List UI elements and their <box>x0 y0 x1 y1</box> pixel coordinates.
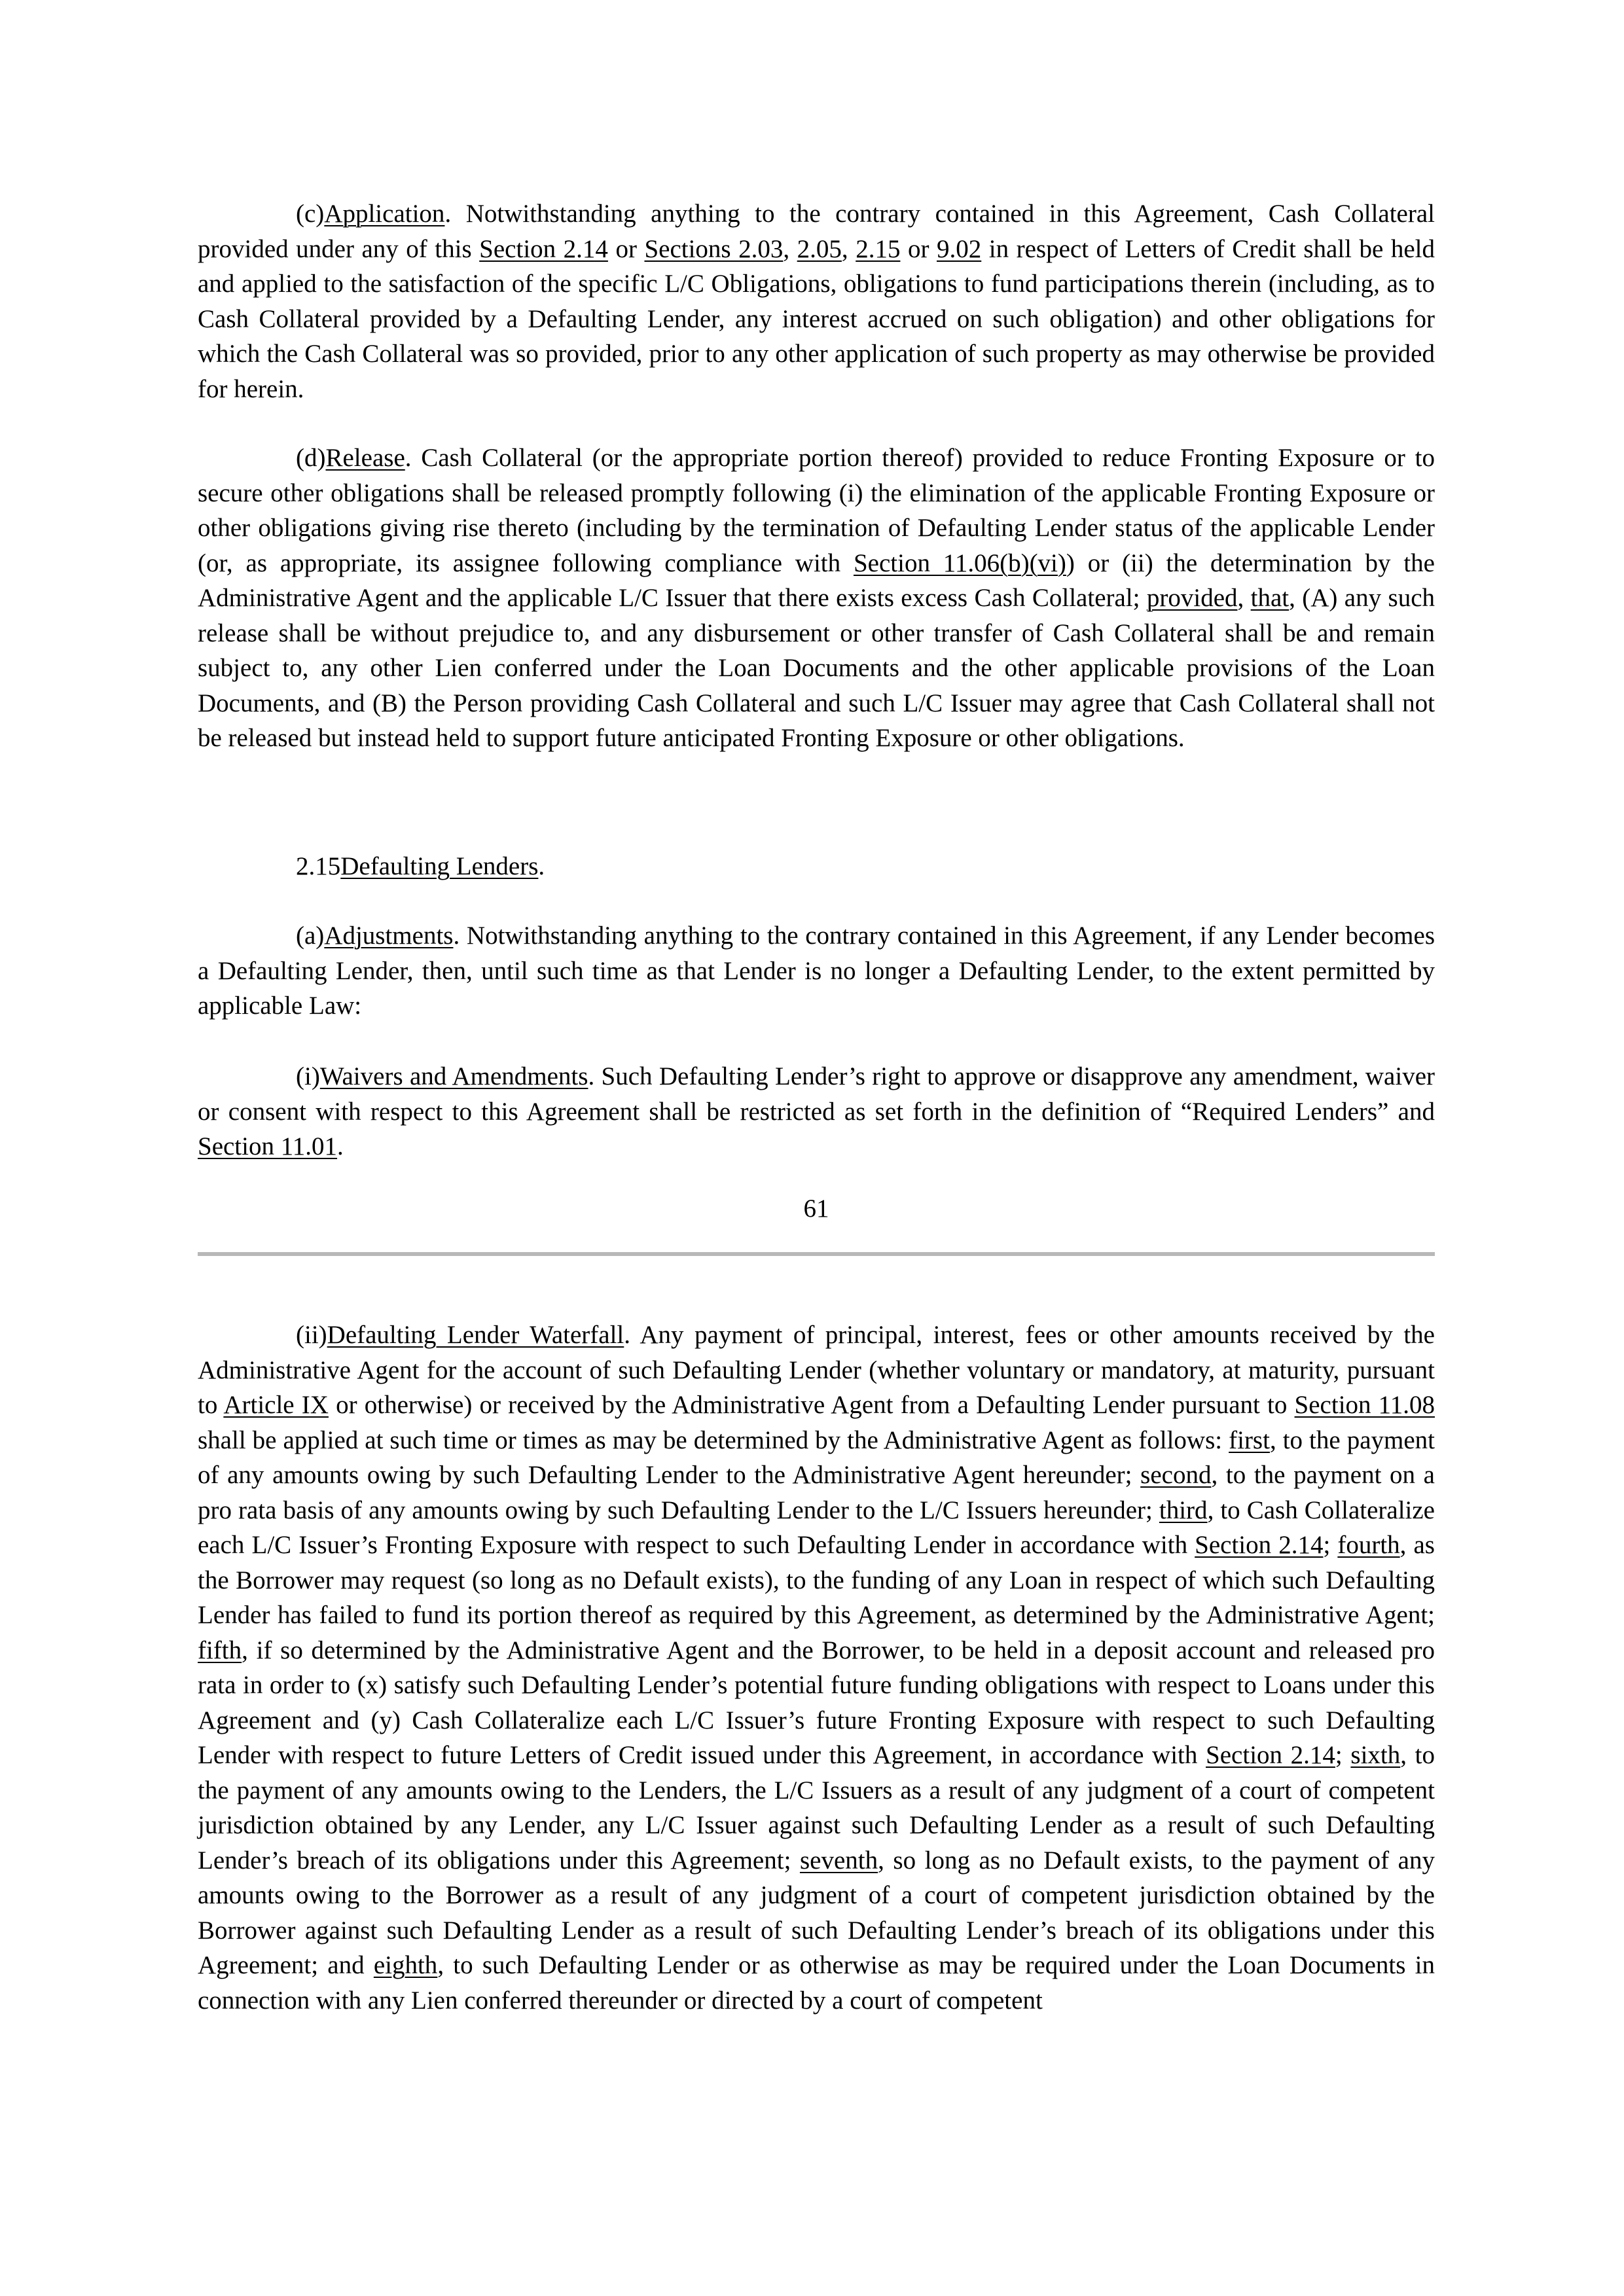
paragraph-text: . Notwithstanding anything to the contrary contained in this Agreement, Cash Collateral provided under any of this <box>198 200 1435 263</box>
clause-heading-adjustments: Adjustments <box>324 922 454 950</box>
paragraph-text: . Cash Collateral (or the appropriate portion thereof) provided to reduce Fronting Exposure or to secure other obligations shall be released promptly following (i) the elimination of the applicable Fronting Exposure or other obligations giving rise thereto (including by the termination of Defaulting Lender status of the applicable Lender (or, as appropriate, its assignee following compliance with <box>198 444 1435 577</box>
paragraph-text: , <box>841 234 856 263</box>
clause-heading-waterfall: Defaulting Lender Waterfall <box>327 1321 624 1349</box>
paragraph-text: ; <box>1335 1741 1351 1769</box>
paragraph-a-adjustments <box>198 918 1435 1024</box>
paragraph-text: . Such Defaulting Lender’s right to approve or disapprove any amendment, waiver or consent with respect to this Agreement shall be restricted as set forth in the definition of “Required Lenders” and <box>198 1062 1435 1126</box>
defined-term: that <box>1250 584 1290 612</box>
ordinal-term: first <box>1229 1426 1270 1454</box>
section-number: 2.15 <box>296 852 341 880</box>
ordinal-term: seventh <box>799 1846 878 1874</box>
cross-reference: Sections 2.03 <box>644 234 784 263</box>
clause-heading-application: Application <box>324 200 445 228</box>
paragraph-text: , if so determined by the Administrative Agent and the Borrower, to be held in a deposit account and released pro rata in order to (x) satisfy such Defaulting Lender’s potential future funding obligations with respect to Loans under this Agreement and (y) Cash Collateralize each L/C Issuer’s future Fronting Exposure with respect to such Defaulting Lender with respect to future Letters of Credit issued under this Agreement, in accordance with <box>198 1636 1435 1769</box>
cross-reference: Section 11.08 <box>1294 1391 1435 1419</box>
paragraph-text: ) or (ii) the determination by the Administrative Agent and the applicable L/C Issuer that there exists excess Cash Collateral; <box>198 548 1435 612</box>
paragraph-text: , to such Defaulting Lender or as otherwise as may be required under the Loan Documents in connection with any Lien conferred thereunder or directed by a court of competent <box>198 1951 1435 2015</box>
cross-reference: 2.15 <box>856 234 901 263</box>
clause-label: (ii) <box>296 1321 327 1349</box>
clause-label: (i) <box>296 1062 320 1090</box>
clause-label: (a) <box>296 922 325 950</box>
page-break-divider <box>198 1252 1435 1256</box>
ordinal-term: third <box>1159 1496 1208 1524</box>
section-2-15-heading <box>198 849 1435 884</box>
ordinal-term: sixth <box>1350 1741 1401 1769</box>
paragraph-text: . <box>337 1132 344 1160</box>
clause-label: (d) <box>296 444 326 472</box>
paragraph-ii-waterfall <box>198 1318 1435 2018</box>
clause-heading-waivers: Waivers and Amendments <box>319 1062 588 1090</box>
paragraph-c-application <box>198 196 1435 406</box>
paragraph-text: , to the payment of any amounts owing by such Defaulting Lender to the Administrative Agent hereunder; <box>198 1426 1435 1489</box>
paragraph-d-release <box>198 440 1435 756</box>
cross-reference: 9.02 <box>936 234 982 263</box>
paragraph-text: ; <box>1323 1531 1338 1559</box>
paragraph-text: , as the Borrower may request (so long as no Default exists), to the funding of any Loan in respect of which such Defaulting Lender has failed to fund its portion thereof as required by this Agreement, as determined by the Administrative Agent; <box>198 1531 1435 1629</box>
cross-reference: Article IX <box>223 1391 329 1419</box>
cross-reference: Section 2.14 <box>1195 1531 1324 1559</box>
ordinal-term: fourth <box>1337 1531 1400 1559</box>
paragraph-text: . Notwithstanding anything to the contrary contained in this Agreement, if any Lender becomes a Defaulting Lender, then, until such time as that Lender is no longer a Defaulting Lender, to the extent permitted by applicable Law: <box>198 922 1435 1020</box>
cross-reference: 2.05 <box>797 234 842 263</box>
clause-heading-release: Release <box>325 444 405 472</box>
ordinal-term: eighth <box>373 1951 438 1979</box>
paragraph-text: . <box>538 852 545 880</box>
paragraph-text: . Any payment of principal, interest, fees or other amounts received by the Administrative Agent for the account of such Defaulting Lender (whether voluntary or mandatory, at maturity, pursuant to <box>198 1321 1435 1419</box>
paragraph-text: or <box>607 234 645 263</box>
cross-reference: Section 11.01 <box>198 1132 338 1160</box>
paragraph-text: shall be applied at such time or times as may be determined by the Administrative Agent as follows: <box>198 1426 1229 1454</box>
paragraph-text: or otherwise) or received by the Administrative Agent from a Defaulting Lender pursuant to <box>328 1391 1295 1419</box>
cross-reference: Section 2.14 <box>479 234 608 263</box>
paragraph-text: , to the payment on a pro rata basis of any amounts owing by such Defaulting Lender to the L/C Issuers hereunder; <box>198 1461 1435 1524</box>
paragraph-text: , to Cash Collateralize each L/C Issuer’s Fronting Exposure with respect to such Defaulting Lender in accordance with <box>198 1496 1435 1559</box>
ordinal-term: fifth <box>198 1636 242 1664</box>
paragraph-text: or <box>900 234 937 263</box>
defined-term: provided <box>1146 584 1238 612</box>
paragraph-i-waivers <box>198 1059 1435 1164</box>
paragraph-text: , <box>1237 584 1251 612</box>
cross-reference: Section 2.14 <box>1206 1741 1335 1769</box>
ordinal-term: second <box>1140 1461 1212 1489</box>
paragraph-text: , to the payment of any amounts owing to the Lenders, the L/C Issuers as a result of any judgment of a court of competent jurisdiction obtained by any Lender, any L/C Issuer against such Defaulting Lender as a result of such Defaulting Lender’s breach of its obligations under this Agreement; <box>198 1741 1435 1874</box>
paragraph-text: in respect of Letters of Credit shall be held and applied to the satisfaction of the specific L/C Obligations, obligations to fund participations therein (including, as to Cash Collateral provided by a Defaulting Lender, any interest accrued on such obligation) and other obligations for which the Cash Collateral was so provided, prior to any other application of such property as may otherwise be provided for herein. <box>198 234 1435 403</box>
clause-label: (c) <box>296 200 325 228</box>
section-title: Defaulting Lenders <box>340 852 539 880</box>
paragraph-text: , <box>783 234 797 263</box>
paragraph-text: , so long as no Default exists, to the payment of any amounts owing to the Borrower as a result of any judgment of a court of competent jurisdiction obtained by the Borrower against such Defaulting Lender as a result of such Defaulting Lender’s breach of its obligations under this Agreement; and <box>198 1846 1435 1979</box>
page-number: 61 <box>803 1194 829 1223</box>
paragraph-text: , (A) any such release shall be without prejudice to, and any disbursement or other transfer of Cash Collateral shall be and remain subject to, any other Lien conferred under the Loan Documents and the other applicable provisions of the Loan Documents, and (B) the Person providing Cash Collateral and such L/C Issuer may agree that Cash Collateral shall not be released but instead held to support future anticipated Fronting Exposure or other obligations. <box>198 584 1435 752</box>
cross-reference: Section 11.06(b)(vi) <box>853 548 1066 577</box>
